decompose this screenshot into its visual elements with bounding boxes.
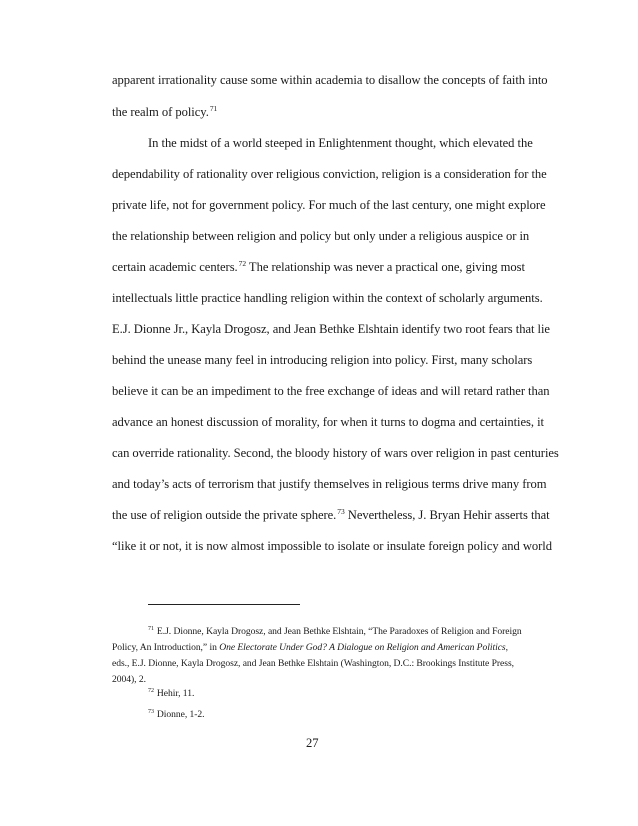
body-line: the use of religion outside the private sphere.$^{73}$ Nevertheless, J. Bryan Hehir asserts that bbox=[112, 506, 550, 522]
body-line: behind the unease many feel in introducing religion into policy. First, many scholars bbox=[112, 353, 533, 367]
footnote-separator bbox=[148, 604, 300, 605]
footnote-72: $^{72}$ Hehir, 11. bbox=[148, 687, 195, 699]
body-line: can override rationality. Second, the bloody history of wars over religion in past centuries bbox=[112, 446, 559, 460]
footnote-ref-71[interactable]: 71 bbox=[209, 103, 218, 113]
footnote-73: $^{73}$ Dionne, 1-2. bbox=[148, 708, 205, 720]
body-line: private life, not for government policy. For much of the last century, one might explore bbox=[112, 198, 546, 212]
footnote-line: eds., E.J. Dionne, Kayla Drogosz, and Jean Bethke Elshtain (Washington, D.C.: Brookings Institute Press, bbox=[112, 658, 514, 669]
footnote-ref-73[interactable]: 73 bbox=[337, 506, 345, 516]
body-line: dependability of rationality over religious conviction, religion is a consideration for the bbox=[112, 167, 547, 181]
body-line: apparent irrationality cause some within academia to disallow the concepts of faith into bbox=[112, 73, 548, 87]
body-line: believe it can be an impediment to the free exchange of ideas and will retard rather than bbox=[112, 384, 550, 398]
body-line: advance an honest discussion of morality, for when it turns to dogma and certainties, it bbox=[112, 415, 544, 429]
body-line: In the midst of a world steeped in Enlightenment thought, which elevated the bbox=[148, 136, 533, 150]
page-number: 27 bbox=[306, 736, 319, 750]
footnote-71: $^{71}$ E.J. Dionne, Kayla Drogosz, and Jean Bethke Elshtain, “The Paradoxes of Religion and Foreign bbox=[148, 625, 522, 637]
body-line: and today’s acts of terrorism that justify themselves in religious terms drive many from bbox=[112, 477, 547, 491]
body-line: intellectuals little practice handling religion within the context of scholarly arguments. bbox=[112, 291, 543, 305]
footnote-line: Policy, An Introduction,” in One Electorate Under God? A Dialogue on Religion and American Politics, bbox=[112, 642, 508, 653]
body-line: the relationship between religion and policy but only under a religious auspice or in bbox=[112, 229, 530, 243]
body-line: the realm of policy.$^{71}$ bbox=[112, 103, 218, 119]
body-line: certain academic centers.$^{72}$ The relationship was never a practical one, giving most bbox=[112, 258, 525, 274]
footnote-line: 2004), 2. bbox=[112, 674, 146, 685]
body-line: “like it or not, it is now almost impossible to isolate or insulate foreign policy and world bbox=[112, 539, 552, 553]
body-line: E.J. Dionne Jr., Kayla Drogosz, and Jean Bethke Elshtain identify two root fears that lie bbox=[112, 322, 550, 336]
footnote-ref-72[interactable]: 72 bbox=[238, 258, 247, 268]
